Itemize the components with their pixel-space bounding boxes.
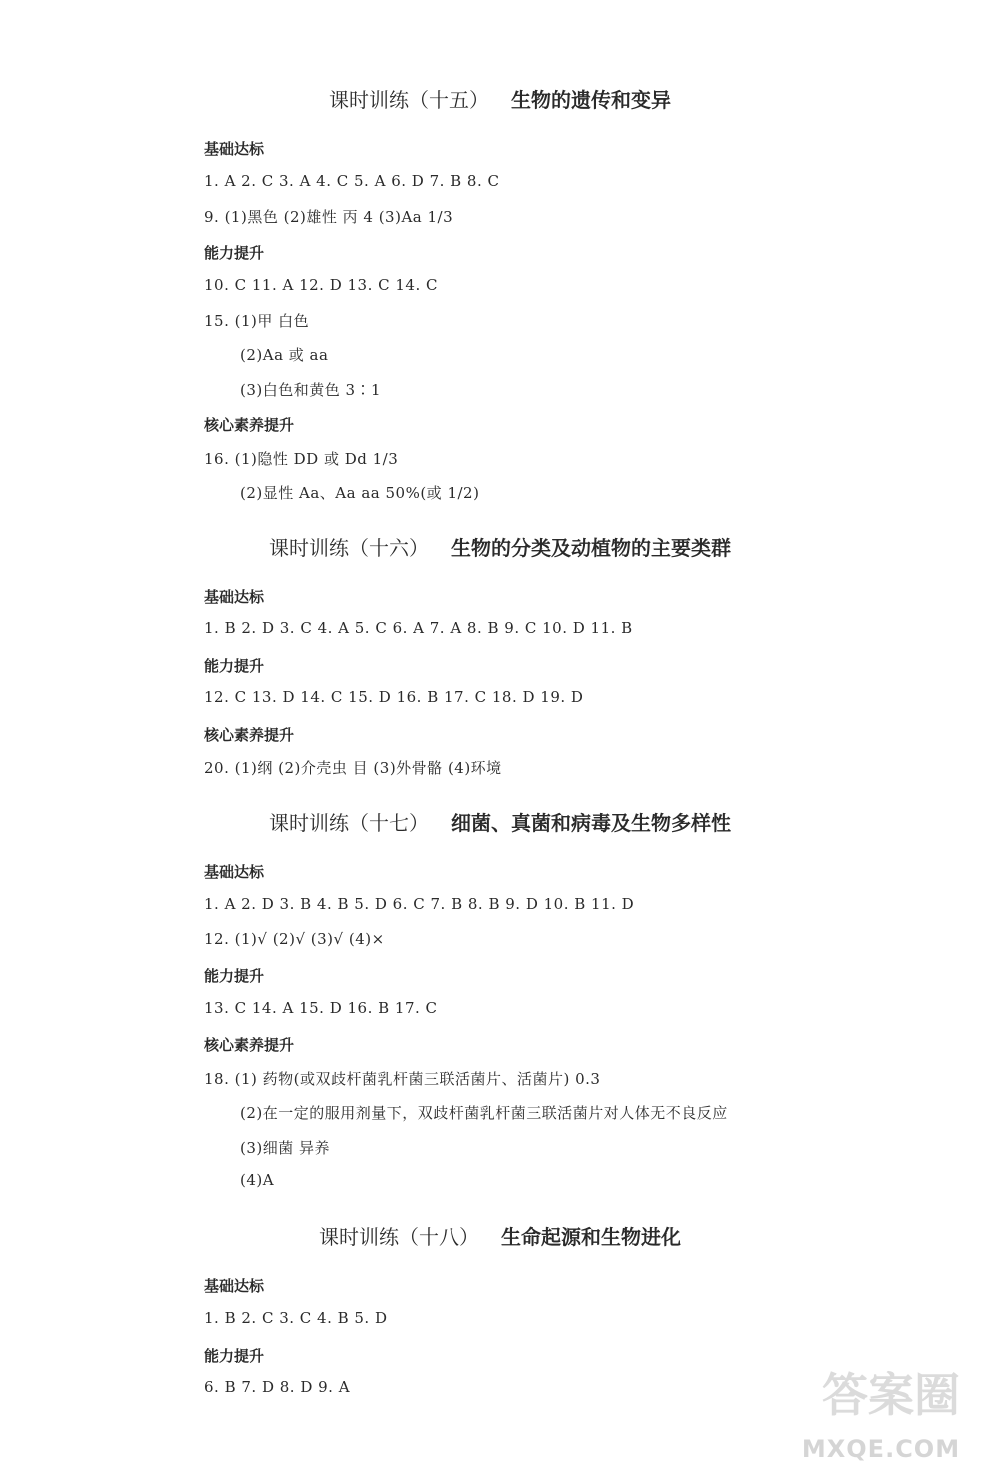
answer-line: 1. B 2. D 3. C 4. A 5. C 6. A 7. A 8. B 9. C 10. D 11. B: [204, 619, 633, 637]
answer-line: 12. C 13. D 14. C 15. D 16. B 17. C 18. D 19. D: [204, 688, 584, 706]
answer-line: 18. (1) 药物(或双歧杆菌乳杆菌三联活菌片、活菌片) 0.3: [204, 1070, 601, 1088]
answer-line: 10. C 11. A 12. D 13. C 14. C: [204, 276, 438, 294]
group-heading: 基础达标: [204, 1277, 265, 1295]
answer-line: 1. A 2. D 3. B 4. B 5. D 6. C 7. B 8. B 9. D 10. B 11. D: [204, 895, 635, 913]
answer-line: 1. A 2. C 3. A 4. C 5. A 6. D 7. B 8. C: [204, 172, 500, 190]
lesson-topic: 生命起源和生物进化: [501, 1225, 681, 1249]
section-title: [0, 807, 1000, 836]
answer-line: (2)显性 Aa、Aa aa 50%(或 1/2): [240, 484, 480, 502]
answer-line: 1. B 2. C 3. C 4. B 5. D: [204, 1309, 388, 1327]
group-heading: 能力提升: [204, 244, 265, 262]
answer-line: 16. (1)隐性 DD 或 Dd 1/3: [204, 450, 399, 468]
answer-line: (3)细菌 异养: [240, 1139, 331, 1157]
answer-line: (4)A: [240, 1171, 275, 1189]
answer-line: 13. C 14. A 15. D 16. B 17. C: [204, 999, 438, 1017]
answer-line: 15. (1)甲 白色: [204, 312, 310, 330]
group-heading: 核心素养提升: [204, 416, 295, 434]
section-title: [0, 84, 1000, 113]
lesson-number: 课时训练（十七）: [269, 811, 429, 835]
group-heading: 能力提升: [204, 1347, 265, 1365]
watermark-site: MXQE.COM: [801, 1435, 961, 1463]
group-heading: 基础达标: [204, 863, 265, 881]
answer-line: (2)Aa 或 aa: [240, 346, 329, 364]
answer-line: 9. (1)黑色 (2)雄性 丙 4 (3)Aa 1/3: [204, 208, 454, 226]
lesson-topic: 生物的分类及动植物的主要类群: [451, 536, 731, 560]
group-heading: 能力提升: [204, 657, 265, 675]
lesson-topic: 生物的遗传和变异: [511, 88, 671, 112]
group-heading: 基础达标: [204, 140, 265, 158]
lesson-number: 课时训练（十八）: [319, 1225, 479, 1249]
watermark-logo: 答案圈: [822, 1368, 960, 1422]
answer-line: 20. (1)纲 (2)介壳虫 目 (3)外骨骼 (4)环境: [204, 759, 502, 777]
lesson-number: 课时训练（十五）: [329, 88, 489, 112]
answer-line: 12. (1)√ (2)√ (3)√ (4)×: [204, 930, 385, 948]
lesson-number: 课时训练（十六）: [269, 536, 429, 560]
watermark: [786, 1363, 986, 1463]
answer-line: (2)在一定的服用剂量下，双歧杆菌乳杆菌三联活菌片对人体无不良反应: [240, 1104, 728, 1122]
group-heading: 核心素养提升: [204, 726, 295, 744]
group-heading: 能力提升: [204, 967, 265, 985]
group-heading: 基础达标: [204, 588, 265, 606]
section-title: [0, 532, 1000, 561]
group-heading: 核心素养提升: [204, 1036, 295, 1054]
lesson-topic: 细菌、真菌和病毒及生物多样性: [451, 811, 731, 835]
section-title: [0, 1221, 1000, 1250]
answer-line: (3)白色和黄色 3∶1: [240, 381, 382, 399]
answer-line: 6. B 7. D 8. D 9. A: [204, 1378, 351, 1396]
